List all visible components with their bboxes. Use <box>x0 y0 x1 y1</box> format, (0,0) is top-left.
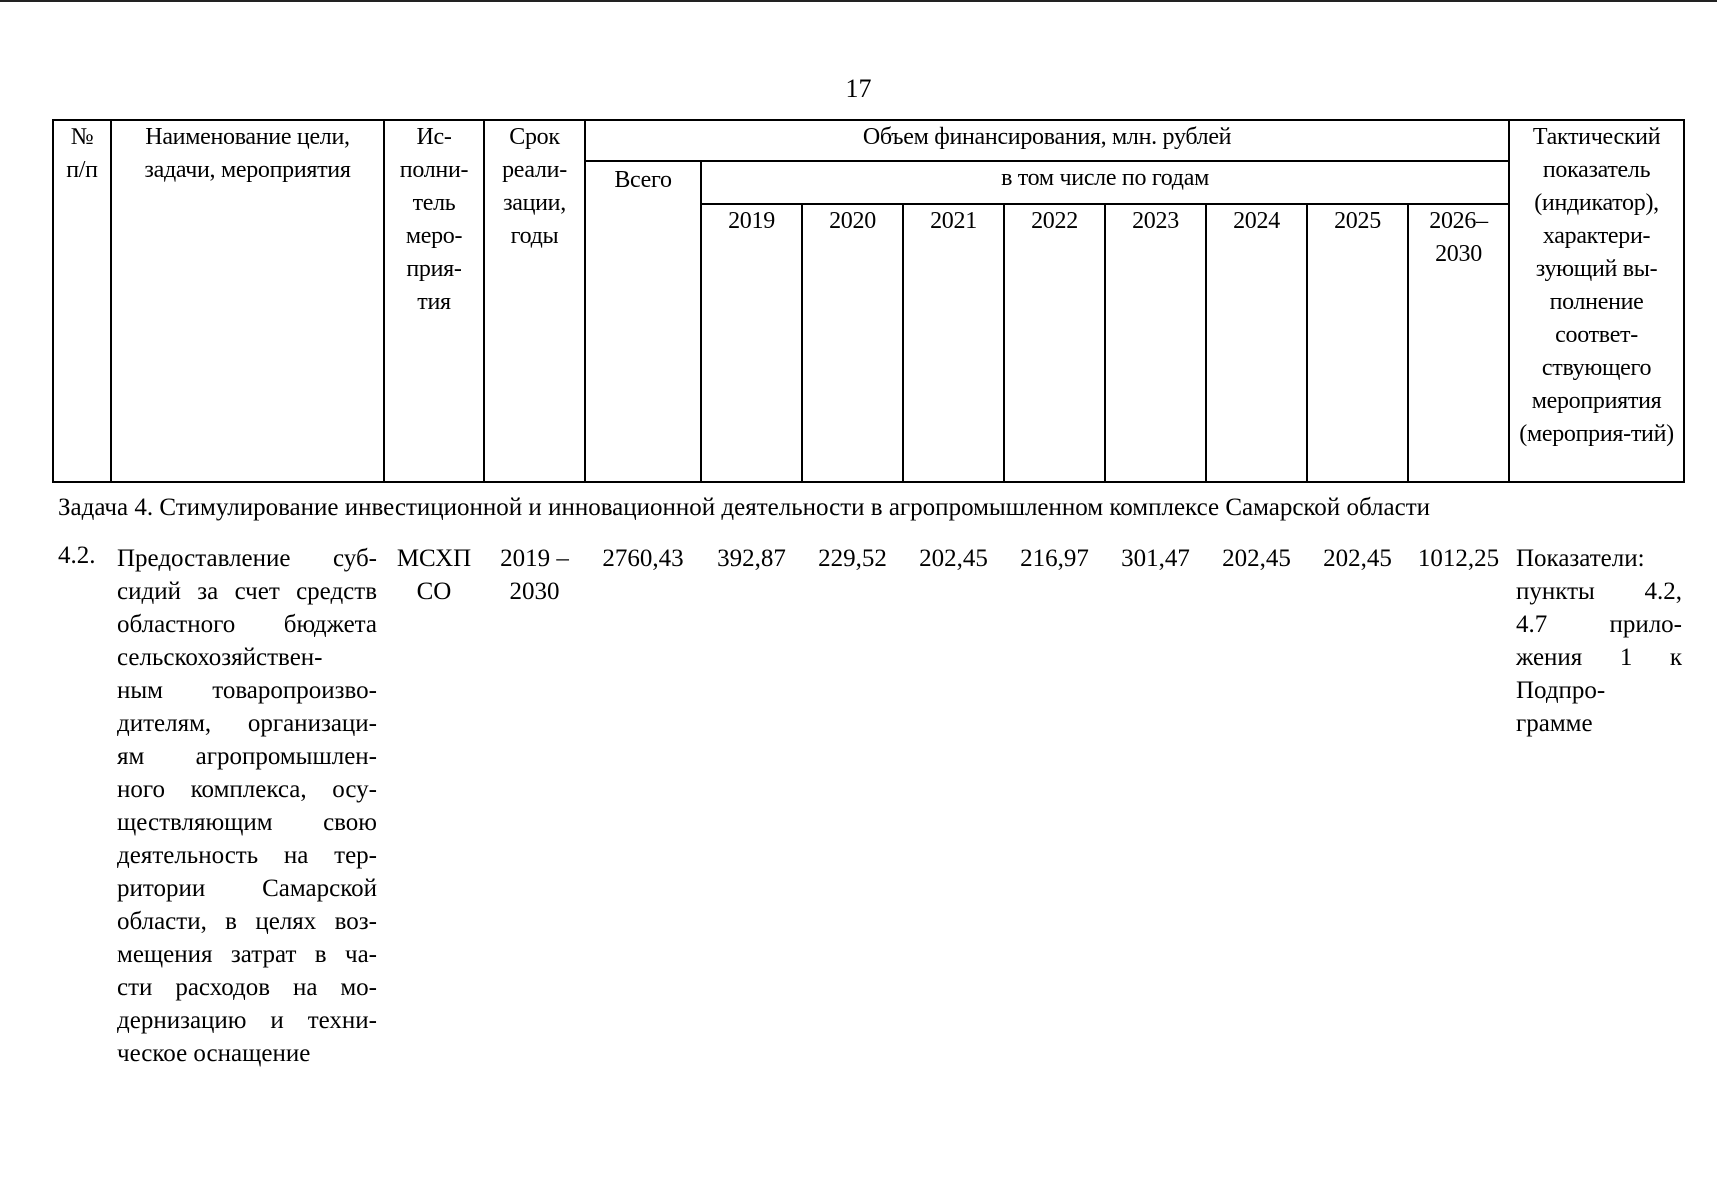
header-by-years: в том числе по годам <box>701 161 1509 204</box>
header-year-2026-2030 <box>1408 204 1509 482</box>
header-year-2023: 2023 <box>1105 204 1206 482</box>
header-name: Наименование цели, задачи, мероприятия <box>111 120 384 482</box>
header-total: Всего <box>585 161 701 482</box>
h-ind-text: Тактический показатель (индикатор), характери- зующий вы- полнение соответ- ствующего мероприятия (мероприя-тий) <box>1519 124 1674 447</box>
header-year-2024: 2024 <box>1206 204 1307 482</box>
row-value-2021: 202,45 <box>919 545 988 572</box>
row-name: Предоставление суб- сидий за счет средств областного бюджета сельскохозяйствен- ным товаропроизво- дителям, организаци- ям агропромышлен- ного комплекса, осу- ществляющим свою деятельность на тер- ритории Самарской области, в целях воз- мещения затрат в ча- сти расходов на мо- дернизацию и техни- ческое оснащение <box>117 545 377 1067</box>
header-year-2022: 2022 <box>1004 204 1105 482</box>
header-year-2019: 2019 <box>701 204 802 482</box>
row-value-2023: 301,47 <box>1121 545 1190 572</box>
row-value-2022: 216,97 <box>1020 545 1089 572</box>
row-value-2024: 202,45 <box>1222 545 1291 572</box>
h-term-text: Срок реали- зации, годы <box>502 124 567 249</box>
row-executor: МСХП СО <box>396 545 472 605</box>
header-num <box>53 120 111 482</box>
header-executor <box>384 120 484 482</box>
header-financing: Объем финансирования, млн. рублей <box>585 120 1509 161</box>
h-exec-text: Ис- полни- тель меро- прия- тия <box>399 124 469 315</box>
row-value-2019: 392,87 <box>717 545 786 572</box>
page-top-border <box>0 0 1717 2</box>
row-indicator: Показатели: пункты 4.2, 4.7 прило- жения 1 к Подпро- грамме <box>1516 545 1682 737</box>
h-num-text: № п/п <box>66 124 98 183</box>
header-year-2020: 2020 <box>802 204 903 482</box>
table-header <box>52 119 1685 483</box>
task-title: Задача 4. Стимулирование инвестиционной и инновационной деятельности в агропромышленном комплексе Самарской области <box>58 494 1431 521</box>
header-year-2021: 2021 <box>903 204 1004 482</box>
row-value-2020: 229,52 <box>818 545 887 572</box>
row-number: 4.2. <box>58 542 96 569</box>
header-year-2025: 2025 <box>1307 204 1408 482</box>
row-value-2026-2030: 1012,25 <box>1417 545 1500 572</box>
page-number: 17 <box>845 74 872 103</box>
row-total: 2760,43 <box>602 545 684 572</box>
row-value-2025: 202,45 <box>1323 545 1392 572</box>
h-y-last-text: 2026– 2030 <box>1429 208 1488 267</box>
row-term: 2019 – 2030 <box>500 545 569 605</box>
header-term <box>484 120 585 482</box>
header-indicator <box>1509 120 1684 482</box>
